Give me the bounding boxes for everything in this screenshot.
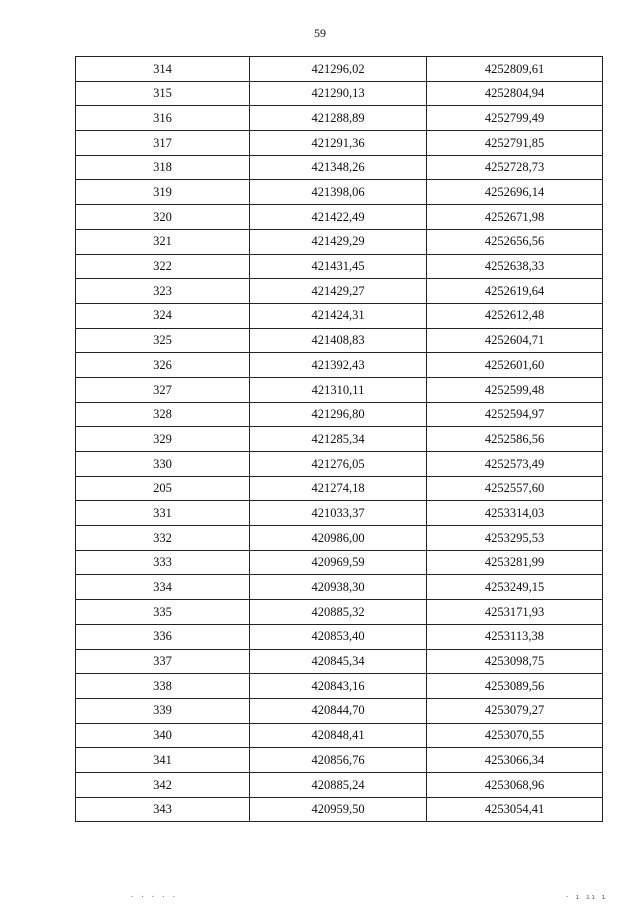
- table-row: [76, 748, 603, 773]
- x-coordinate-cell: 421288,89: [250, 106, 427, 131]
- point-number-cell: 317: [76, 131, 250, 156]
- y-coordinate-cell: 4252728,73: [427, 155, 603, 180]
- x-coordinate-cell: 420845,34: [250, 649, 427, 674]
- point-number-cell: 314: [76, 57, 250, 82]
- point-number-cell: 337: [76, 649, 250, 674]
- point-number-cell: 336: [76, 624, 250, 649]
- table-row: [76, 649, 603, 674]
- y-coordinate-cell: 4252696,14: [427, 180, 603, 205]
- x-coordinate-cell: 420969,59: [250, 550, 427, 575]
- y-coordinate-cell: 4252619,64: [427, 279, 603, 304]
- coordinates-table-body: [76, 57, 603, 822]
- table-row: [76, 205, 603, 230]
- point-number-cell: 322: [76, 254, 250, 279]
- x-coordinate-cell: 421348,26: [250, 155, 427, 180]
- scan-artifact: · ı ıı ı: [565, 893, 607, 901]
- y-coordinate-cell: 4253098,75: [427, 649, 603, 674]
- x-coordinate-cell: 421296,02: [250, 57, 427, 82]
- x-coordinate-cell: 421310,11: [250, 377, 427, 402]
- x-coordinate-cell: 421296,80: [250, 402, 427, 427]
- table-row: [76, 427, 603, 452]
- table-row: [76, 452, 603, 477]
- x-coordinate-cell: 421429,27: [250, 279, 427, 304]
- y-coordinate-cell: 4252573,49: [427, 452, 603, 477]
- point-number-cell: 327: [76, 377, 250, 402]
- x-coordinate-cell: 420844,70: [250, 698, 427, 723]
- point-number-cell: 320: [76, 205, 250, 230]
- point-number-cell: 323: [76, 279, 250, 304]
- point-number-cell: 318: [76, 155, 250, 180]
- x-coordinate-cell: 420885,24: [250, 772, 427, 797]
- point-number-cell: 315: [76, 81, 250, 106]
- y-coordinate-cell: 4253314,03: [427, 501, 603, 526]
- y-coordinate-cell: 4252804,94: [427, 81, 603, 106]
- y-coordinate-cell: 4252601,60: [427, 353, 603, 378]
- table-row: [76, 180, 603, 205]
- table-row: [76, 81, 603, 106]
- table-row: [76, 353, 603, 378]
- point-number-cell: 334: [76, 575, 250, 600]
- point-number-cell: 321: [76, 229, 250, 254]
- y-coordinate-cell: 4253249,15: [427, 575, 603, 600]
- table-row: [76, 476, 603, 501]
- y-coordinate-cell: 4253089,56: [427, 674, 603, 699]
- x-coordinate-cell: 421431,45: [250, 254, 427, 279]
- x-coordinate-cell: 420959,50: [250, 797, 427, 822]
- scan-artifact: · · · · ·: [130, 893, 177, 901]
- table-row: [76, 501, 603, 526]
- y-coordinate-cell: 4252671,98: [427, 205, 603, 230]
- y-coordinate-cell: 4253070,55: [427, 723, 603, 748]
- table-row: [76, 723, 603, 748]
- x-coordinate-cell: 420848,41: [250, 723, 427, 748]
- page-number: 59: [314, 26, 326, 40]
- table-row: [76, 698, 603, 723]
- x-coordinate-cell: 421290,13: [250, 81, 427, 106]
- y-coordinate-cell: 4253113,38: [427, 624, 603, 649]
- point-number-cell: 205: [76, 476, 250, 501]
- point-number-cell: 339: [76, 698, 250, 723]
- y-coordinate-cell: 4252791,85: [427, 131, 603, 156]
- point-number-cell: 338: [76, 674, 250, 699]
- point-number-cell: 341: [76, 748, 250, 773]
- point-number-cell: 316: [76, 106, 250, 131]
- point-number-cell: 343: [76, 797, 250, 822]
- table-row: [76, 303, 603, 328]
- x-coordinate-cell: 420853,40: [250, 624, 427, 649]
- y-coordinate-cell: 4253281,99: [427, 550, 603, 575]
- point-number-cell: 335: [76, 600, 250, 625]
- x-coordinate-cell: 420885,32: [250, 600, 427, 625]
- point-number-cell: 328: [76, 402, 250, 427]
- x-coordinate-cell: 421422,49: [250, 205, 427, 230]
- table-row: [76, 600, 603, 625]
- table-row: [76, 57, 603, 82]
- x-coordinate-cell: 420986,00: [250, 526, 427, 551]
- y-coordinate-cell: 4253066,34: [427, 748, 603, 773]
- table-row: [76, 131, 603, 156]
- x-coordinate-cell: 420856,76: [250, 748, 427, 773]
- y-coordinate-cell: 4253079,27: [427, 698, 603, 723]
- table-row: [76, 328, 603, 353]
- point-number-cell: 326: [76, 353, 250, 378]
- table-row: [76, 279, 603, 304]
- y-coordinate-cell: 4253295,53: [427, 526, 603, 551]
- table-row: [76, 402, 603, 427]
- y-coordinate-cell: 4252809,61: [427, 57, 603, 82]
- point-number-cell: 330: [76, 452, 250, 477]
- y-coordinate-cell: 4253171,93: [427, 600, 603, 625]
- y-coordinate-cell: 4253068,96: [427, 772, 603, 797]
- table-row: [76, 155, 603, 180]
- y-coordinate-cell: 4252799,49: [427, 106, 603, 131]
- point-number-cell: 325: [76, 328, 250, 353]
- point-number-cell: 329: [76, 427, 250, 452]
- point-number-cell: 332: [76, 526, 250, 551]
- table-row: [76, 797, 603, 822]
- y-coordinate-cell: 4252586,56: [427, 427, 603, 452]
- x-coordinate-cell: 421408,83: [250, 328, 427, 353]
- table-row: [76, 772, 603, 797]
- point-number-cell: 342: [76, 772, 250, 797]
- y-coordinate-cell: 4252604,71: [427, 328, 603, 353]
- table-row: [76, 526, 603, 551]
- point-number-cell: 331: [76, 501, 250, 526]
- point-number-cell: 333: [76, 550, 250, 575]
- x-coordinate-cell: 421398,06: [250, 180, 427, 205]
- table-row: [76, 229, 603, 254]
- y-coordinate-cell: 4252638,33: [427, 254, 603, 279]
- x-coordinate-cell: 421033,37: [250, 501, 427, 526]
- y-coordinate-cell: 4252656,56: [427, 229, 603, 254]
- y-coordinate-cell: 4252612,48: [427, 303, 603, 328]
- y-coordinate-cell: 4252594,97: [427, 402, 603, 427]
- table-row: [76, 550, 603, 575]
- table-row: [76, 254, 603, 279]
- y-coordinate-cell: 4253054,41: [427, 797, 603, 822]
- point-number-cell: 319: [76, 180, 250, 205]
- x-coordinate-cell: 421285,34: [250, 427, 427, 452]
- x-coordinate-cell: 421276,05: [250, 452, 427, 477]
- x-coordinate-cell: 421424,31: [250, 303, 427, 328]
- table-row: [76, 575, 603, 600]
- table-row: [76, 377, 603, 402]
- point-number-cell: 340: [76, 723, 250, 748]
- y-coordinate-cell: 4252599,48: [427, 377, 603, 402]
- x-coordinate-cell: 420938,30: [250, 575, 427, 600]
- table-row: [76, 624, 603, 649]
- coordinates-table: [75, 56, 603, 822]
- x-coordinate-cell: 421274,18: [250, 476, 427, 501]
- table-row: [76, 674, 603, 699]
- table-row: [76, 106, 603, 131]
- x-coordinate-cell: 420843,16: [250, 674, 427, 699]
- x-coordinate-cell: 421392,43: [250, 353, 427, 378]
- x-coordinate-cell: 421291,36: [250, 131, 427, 156]
- y-coordinate-cell: 4252557,60: [427, 476, 603, 501]
- x-coordinate-cell: 421429,29: [250, 229, 427, 254]
- point-number-cell: 324: [76, 303, 250, 328]
